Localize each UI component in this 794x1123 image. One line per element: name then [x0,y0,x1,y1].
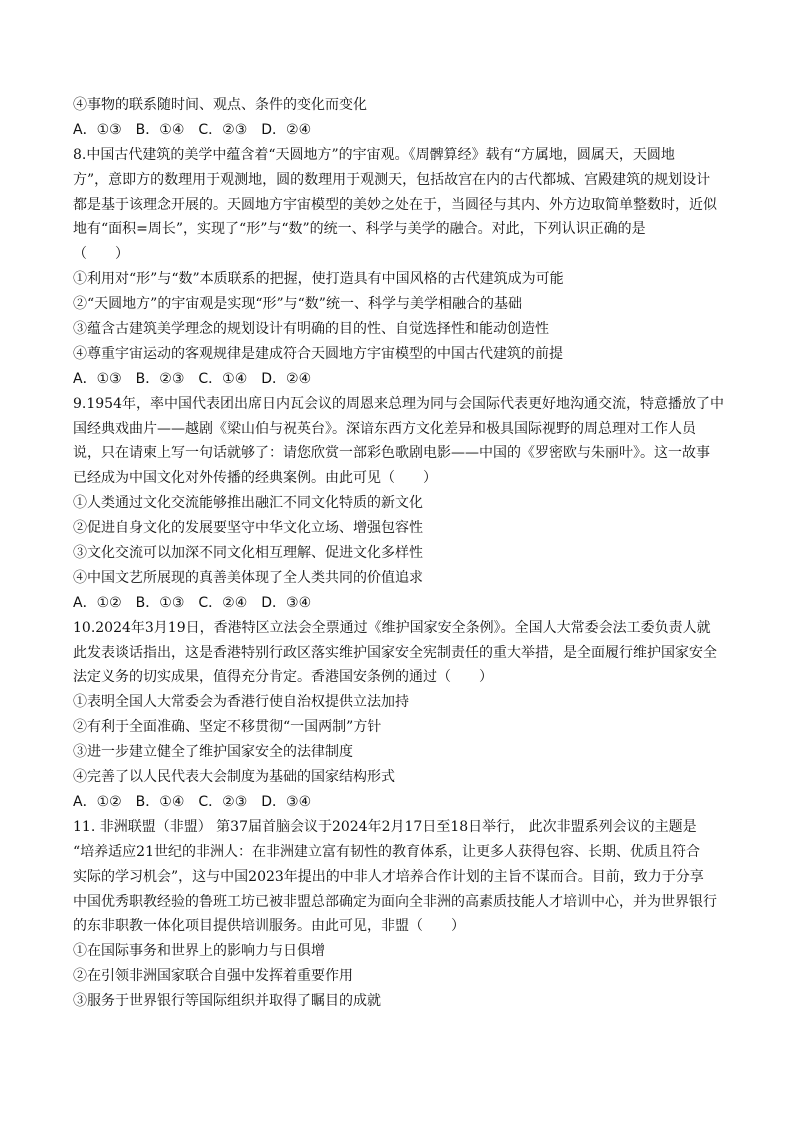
question-10-stem: 10.2024年3月19日，香港特区立法会全票通过《维护国家安全条例》。全国人大常委会法工委负责人就 [73,619,711,636]
answer-choices-q8: A．①③ B．②③ C．①④ D．②④ [73,370,312,387]
question-11-option-2: ②在引领非洲国家联合自强中发挥着重要作用 [73,968,353,985]
answer-choices-q7: A．①③ B．①④ C．②③ D．②④ [73,121,312,138]
question-9-option-2: ②促进自身文化的发展要坚守中华文化立场、增强包容性 [73,520,423,537]
question-9-stem: 已经成为中国文化对外传播的经典案例。由此可见（ ） [73,470,437,487]
question-10-stem: 法定义务的切实成果，值得充分肯定。香港国安条例的通过（ ） [73,669,493,686]
question-8-option-4: ④尊重宇宙运动的客观规律是建成符合天圆地方宇宙模型的中国古代建筑的前提 [73,345,563,362]
question-8-stem: 都是基于该理念开展的。天圆地方宇宙模型的美妙之处在于，当圆径与其内、外方边取简单整数时，近似 [73,196,717,213]
question-10-option-1: ①表明全国人大常委会为香港行使自治权提供立法加持 [73,694,409,711]
answer-choices-q9: A．①② B．①③ C．②④ D．③④ [73,594,312,611]
question-10-option-4: ④完善了以人民代表大会制度为基础的国家结构形式 [73,769,395,786]
question-11-option-3: ③服务于世界银行等国际组织并取得了瞩目的成就 [73,993,381,1010]
question-11-stem: “培养适应21世纪的非洲人：在非洲建立富有韧性的教育体系，让更多人获得包容、长期、优质且符合 [73,843,700,860]
question-8-option-3: ③蕴含古建筑美学理念的规划设计有明确的目的性、自觉选择性和能动创造性 [73,321,549,338]
question-9-option-3: ③文化交流可以加深不同文化相互理解、促进文化多样性 [73,545,423,562]
question-11-option-1: ①在国际事务和世界上的影响力与日俱增 [73,943,325,960]
option-item-4: ④事物的联系随时间、观点、条件的变化而变化 [73,97,367,113]
question-8-stem: 方”，意即方的数理用于观测地，圆的数理用于观测天，包括故宫在内的古代都城、宫殿建筑的规划设计 [73,171,711,188]
question-11-stem: 11. 非洲联盟（非盟） 第37届首脑会议于2024年2月17日至18日举行， 此次非盟系列会议的主题是 [73,818,697,835]
question-8-option-1: ①利用对“形”与“数”本质联系的把握，使打造具有中国风格的古代建筑成为可能 [73,271,564,288]
question-9-stem: 9.1954年，率中国代表团出席日内瓦会议的周恩来总理为同与会国际代表更好地沟通交流，特意播放了中 [73,395,724,412]
question-8-option-2: ②“天圆地方”的宇宙观是实现“形”与“数”统一、科学与美学相融合的基础 [73,296,522,313]
question-8-stem: 地有“面积=周长”，实现了“形”与“数”的统一、科学与美学的融合。对此，下列认识正确的是 [73,221,646,238]
question-10-option-3: ③进一步建立健全了维护国家安全的法律制度 [73,744,353,761]
answer-choices-q10: A．①② B．①④ C．②③ D．③④ [73,793,312,810]
question-9-stem: 国经典戏曲片——越剧《梁山伯与祝英台》。深谙东西方文化差异和极具国际视野的周总理对工作人员 [73,420,696,437]
question-9-stem: 说，只在请柬上写一句话就够了：请您欣赏一部彩色歌剧电影——中国的《罗密欧与朱丽叶》。这一故事 [73,445,710,462]
question-10-stem: 此发表谈话指出，这是香港特别行政区落实维护国家安全宪制责任的重大举措，是全面履行维护国家安全 [73,644,717,661]
question-10-option-2: ②有利于全面准确、坚定不移贯彻“一国两制”方针 [73,719,382,736]
question-9-option-4: ④中国文艺所展现的真善美体现了全人类共同的价值追求 [73,569,423,586]
question-11-stem: 中国优秀职教经验的鲁班工坊已被非盟总部确定为面向全非洲的高素质技能人才培训中心，并为世界银行 [73,893,717,910]
exam-page [73,93,733,1014]
question-11-stem: 实际的学习机会”，这与中国2023年提出的中非人才培养合作计划的主旨不谋而合。目前，致力于分享 [73,868,704,885]
question-11-stem: 的东非职教一体化项目提供培训服务。由此可见，非盟（ ） [73,918,465,935]
question-8-blank: （ ） [73,246,129,263]
question-9-option-1: ①人类通过文化交流能够推出融汇不同文化特质的新文化 [73,495,423,512]
question-8-stem: 8.中国古代建筑的美学中蕴含着“天圆地方”的宇宙观。《周髀算经》载有“方属地，圆属天，天圆地 [73,146,675,163]
